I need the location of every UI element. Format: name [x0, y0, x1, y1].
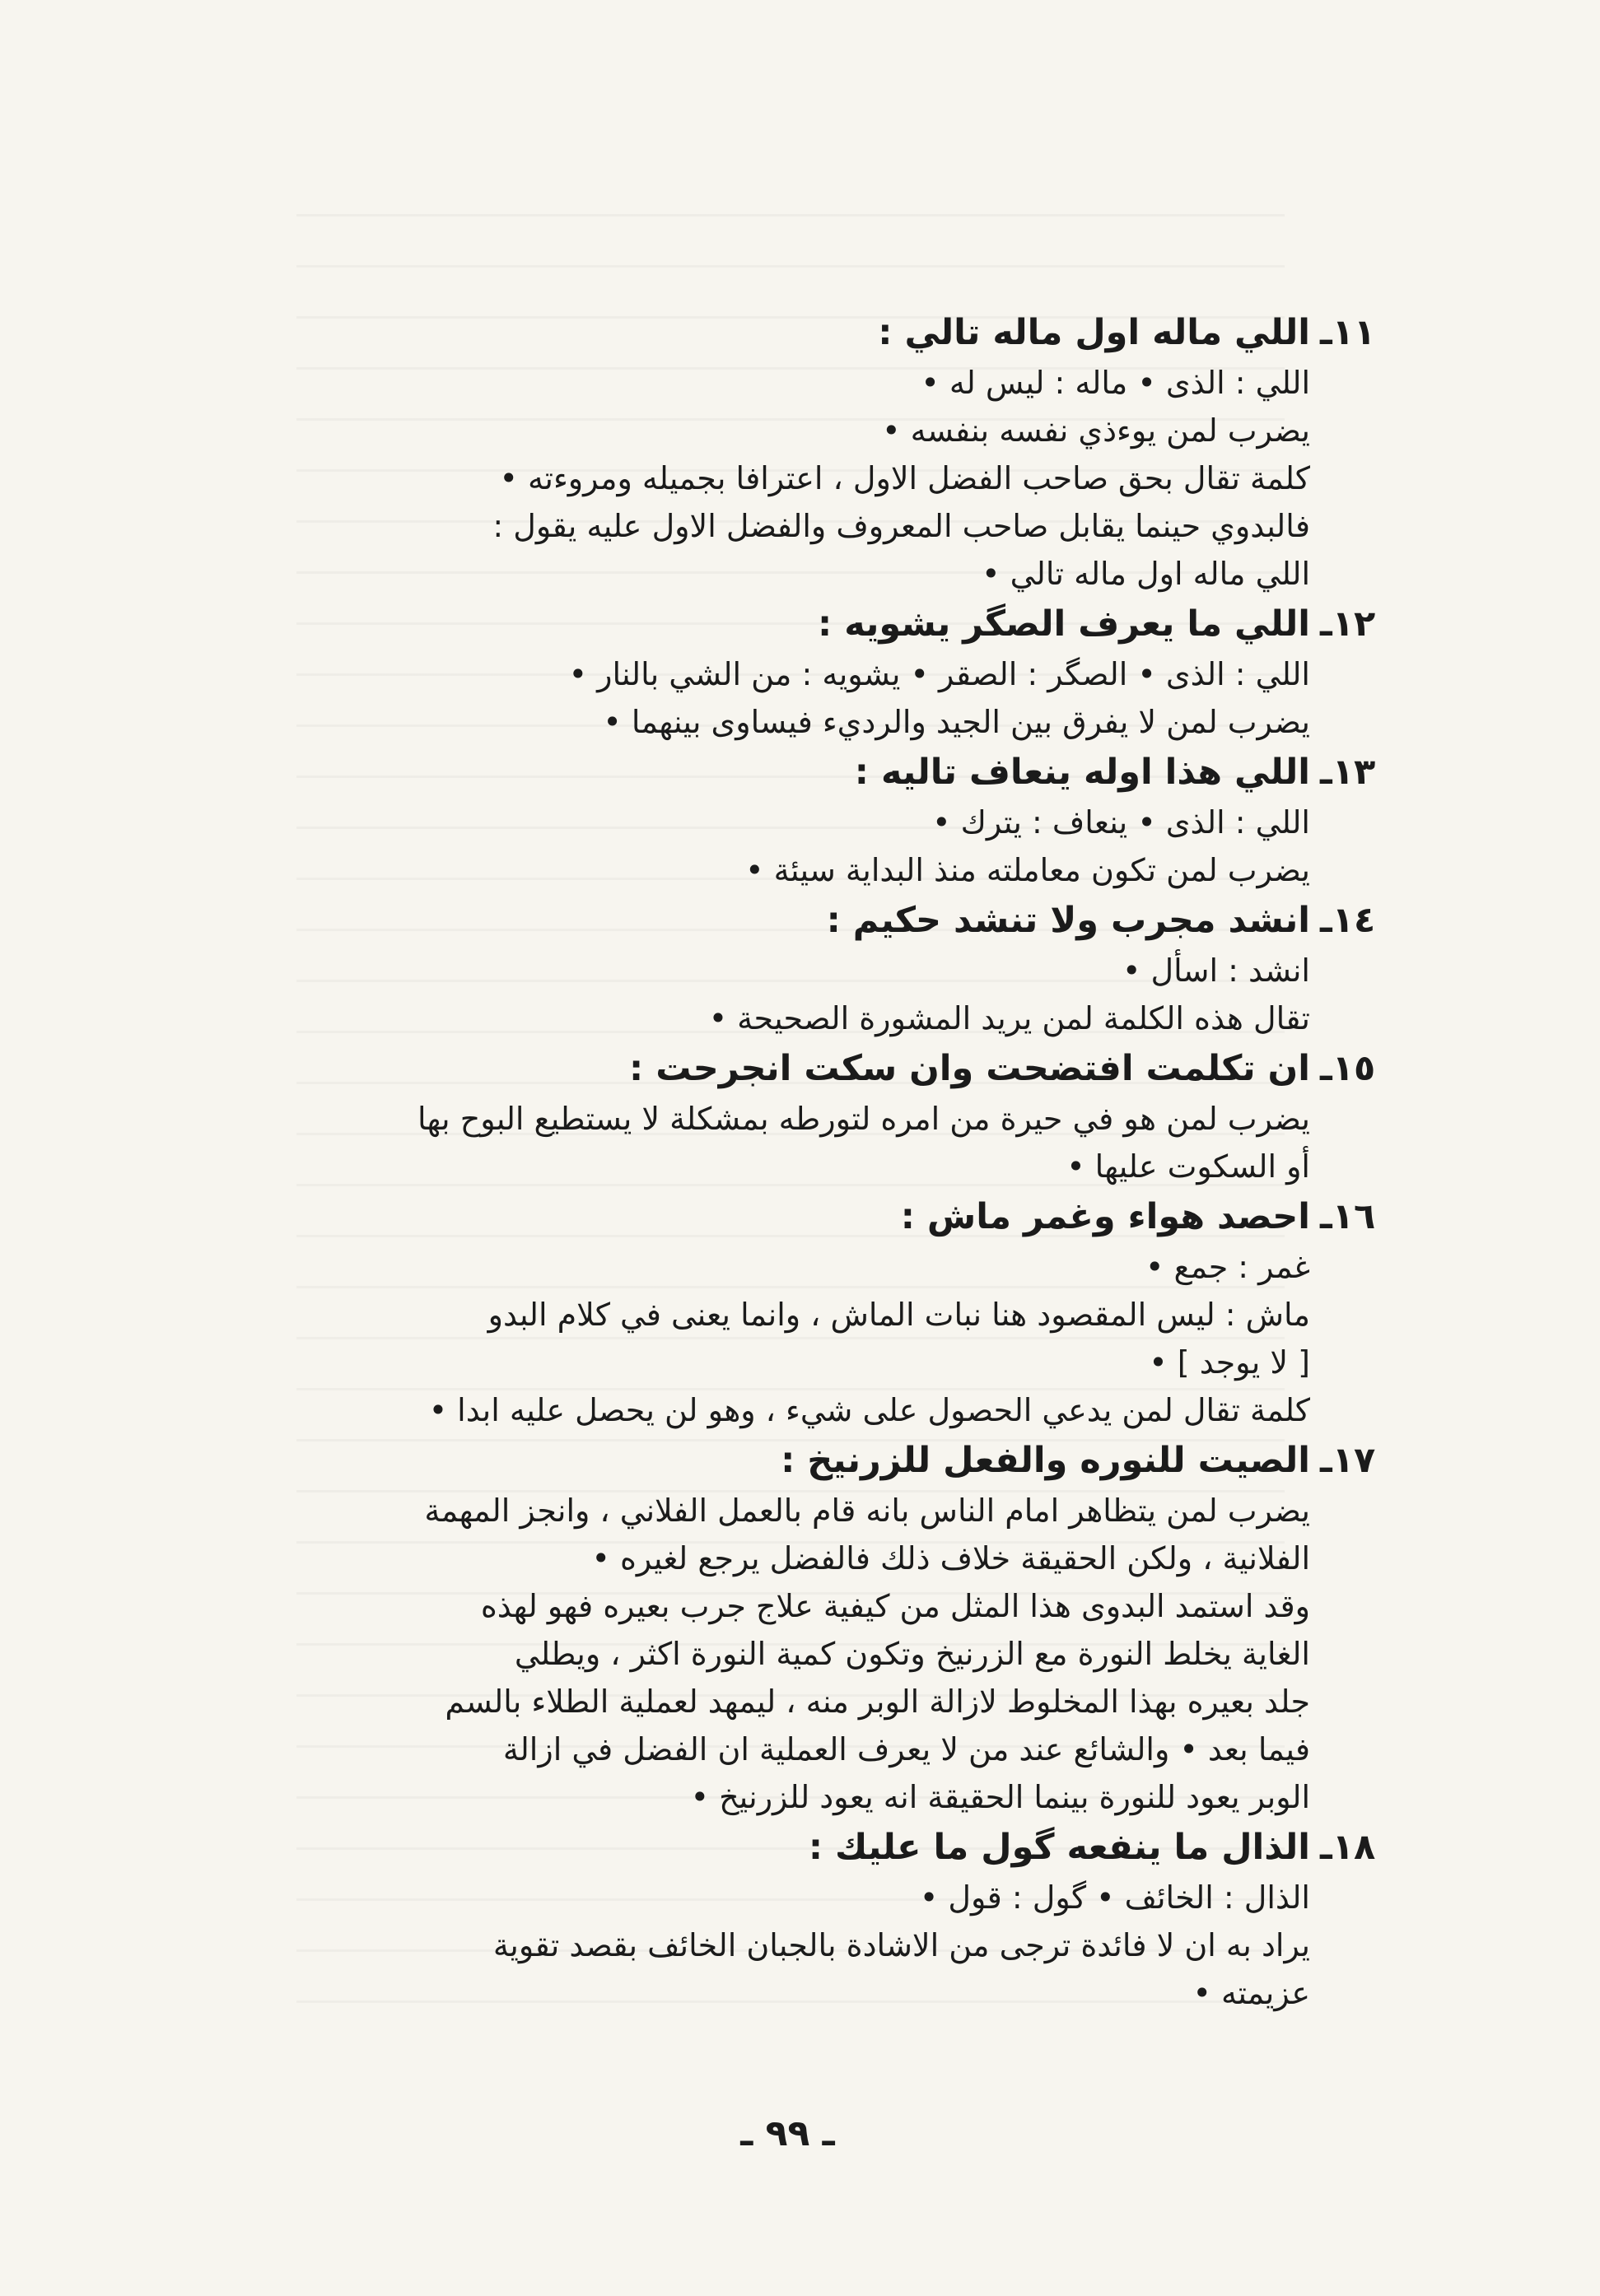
entry-title: [297, 306, 1376, 359]
entry-text-line: عزيمته •: [1192, 1975, 1310, 2011]
entry-text-line: فالبدوي حينما يقابل صاحب المعروف والفضل الاول عليه يقول :: [492, 508, 1310, 544]
entry-text-line: يضرب لمن يتظاهر امام الناس بانه قام بالعمل الفلاني ، وانجز المهمة: [424, 1493, 1310, 1529]
document-page: [297, 306, 1376, 2017]
entry-number: ١٢ـ: [1320, 603, 1376, 645]
proverb-entry: [297, 746, 1376, 894]
entry-text-line: يضرب لمن يوءذي نفسه بنفسه •: [882, 412, 1310, 449]
entry-text-line: فيما بعد • والشائع عند من لا يعرف العملية ان الفضل في ازالة: [502, 1731, 1310, 1767]
entry-title: [297, 1042, 1376, 1095]
entry-heading: ان تكلمت افتضحت وان سكت انجرحت :: [629, 1048, 1310, 1089]
entry-heading: احصد هواء وغمر ماش :: [900, 1196, 1310, 1237]
entry-text-line: غمر : جمع •: [1145, 1249, 1310, 1285]
proverb-entry: [297, 1190, 1376, 1434]
entry-text-line: تقال هذه الكلمة لمن يريد المشورة الصحيحة •: [708, 1000, 1310, 1036]
entry-title: [297, 598, 1376, 650]
entry-text-line: الذال : الخائف • گول : قول •: [919, 1879, 1310, 1916]
entry-title: [297, 746, 1376, 799]
entry-text-line: ماش : ليس المقصود هنا نبات الماش ، وانما يعنى في كلام البدو: [487, 1297, 1310, 1333]
entry-number: ١٤ـ: [1320, 900, 1376, 941]
entry-heading: انشد مجرب ولا تنشد حكيم :: [826, 900, 1310, 941]
entry-text-line: اللي ماله اول ماله تالي •: [982, 556, 1310, 592]
entry-text-line: يضرب لمن لا يفرق بين الجيد والرديء فيساوى بينهما •: [603, 704, 1310, 740]
entry-text-line: انشد : اسأل •: [1122, 952, 1310, 989]
entry-number: ١٥ـ: [1320, 1048, 1376, 1089]
entry-heading: اللي ما يعرف الصگر يشويه :: [818, 603, 1310, 645]
proverb-entry: [297, 306, 1376, 598]
entry-text-line: اللي : الذى • ماله : ليس له •: [921, 365, 1310, 401]
entry-number: ١١ـ: [1320, 312, 1376, 353]
entry-text-line: الفلانية ، ولكن الحقيقة خلاف ذلك فالفضل يرجع لغيره •: [591, 1540, 1310, 1576]
entry-text-line: اللي : الذى • الصگر : الصقر • يشويه : من الشي بالنار •: [568, 656, 1310, 692]
entry-text-line: كلمة تقال بحق صاحب الفضل الاول ، اعترافا بجميله ومروءته •: [499, 460, 1310, 496]
entry-title: [297, 1821, 1376, 1874]
entry-title: [297, 894, 1376, 947]
entry-text-line: الغاية يخلط النورة مع الزرنيخ وتكون كمية النورة اكثر ، ويطلي: [514, 1636, 1310, 1672]
entry-number: ١٨ـ: [1320, 1827, 1376, 1868]
proverb-entry: [297, 1042, 1376, 1190]
entry-text-line: يضرب لمن تكون معاملته منذ البداية سيئة •: [745, 852, 1310, 888]
entry-text-line: [ لا يوجد ] •: [1149, 1344, 1310, 1381]
page-number: ـ ٩٩ ـ: [740, 2112, 835, 2154]
entry-heading: اللي ماله اول ماله تالي :: [878, 312, 1310, 353]
proverb-entry: [297, 1821, 1376, 2017]
entry-heading: اللي هذا اوله ينعاف تاليه :: [854, 752, 1310, 793]
entry-number: ١٧ـ: [1320, 1440, 1376, 1481]
proverb-entry: [297, 894, 1376, 1042]
entry-text-line: يراد به ان لا فائدة ترجى من الاشادة بالجبان الخائف بقصد تقوية: [492, 1927, 1310, 1963]
entry-heading: الصيت للنوره والفعل للزرنيخ :: [781, 1440, 1310, 1481]
entry-text-line: يضرب لمن هو في حيرة من امره لتورطه بمشكلة لا يستطيع البوح بها: [417, 1101, 1310, 1137]
entry-title: [297, 1434, 1376, 1487]
entry-text-line: كلمة تقال لمن يدعي الحصول على شيء ، وهو لن يحصل عليه ابدا •: [428, 1392, 1310, 1428]
proverb-entry: [297, 598, 1376, 746]
entry-title: [297, 1190, 1376, 1243]
entry-text-line: اللي : الذى • ينعاف : يترك •: [932, 804, 1310, 841]
entry-text-line: وقد استمد البدوى هذا المثل من كيفية علاج جرب بعيره فهو لهذه: [480, 1588, 1310, 1624]
entry-heading: الذال ما ينفعه گول ما عليك :: [808, 1827, 1310, 1868]
entry-text-line: أو السكوت عليها •: [1066, 1148, 1310, 1185]
entry-number: ١٣ـ: [1320, 752, 1376, 793]
proverb-entry: [297, 1434, 1376, 1821]
entry-text-line: جلد بعيره بهذا المخلوط لازالة الوبر منه ، ليمهد لعملية الطلاء بالسم: [445, 1684, 1310, 1720]
entry-text-line: الوبر يعود للنورة بينما الحقيقة انه يعود للزرنيخ •: [690, 1779, 1310, 1815]
entry-number: ١٦ـ: [1320, 1196, 1376, 1237]
